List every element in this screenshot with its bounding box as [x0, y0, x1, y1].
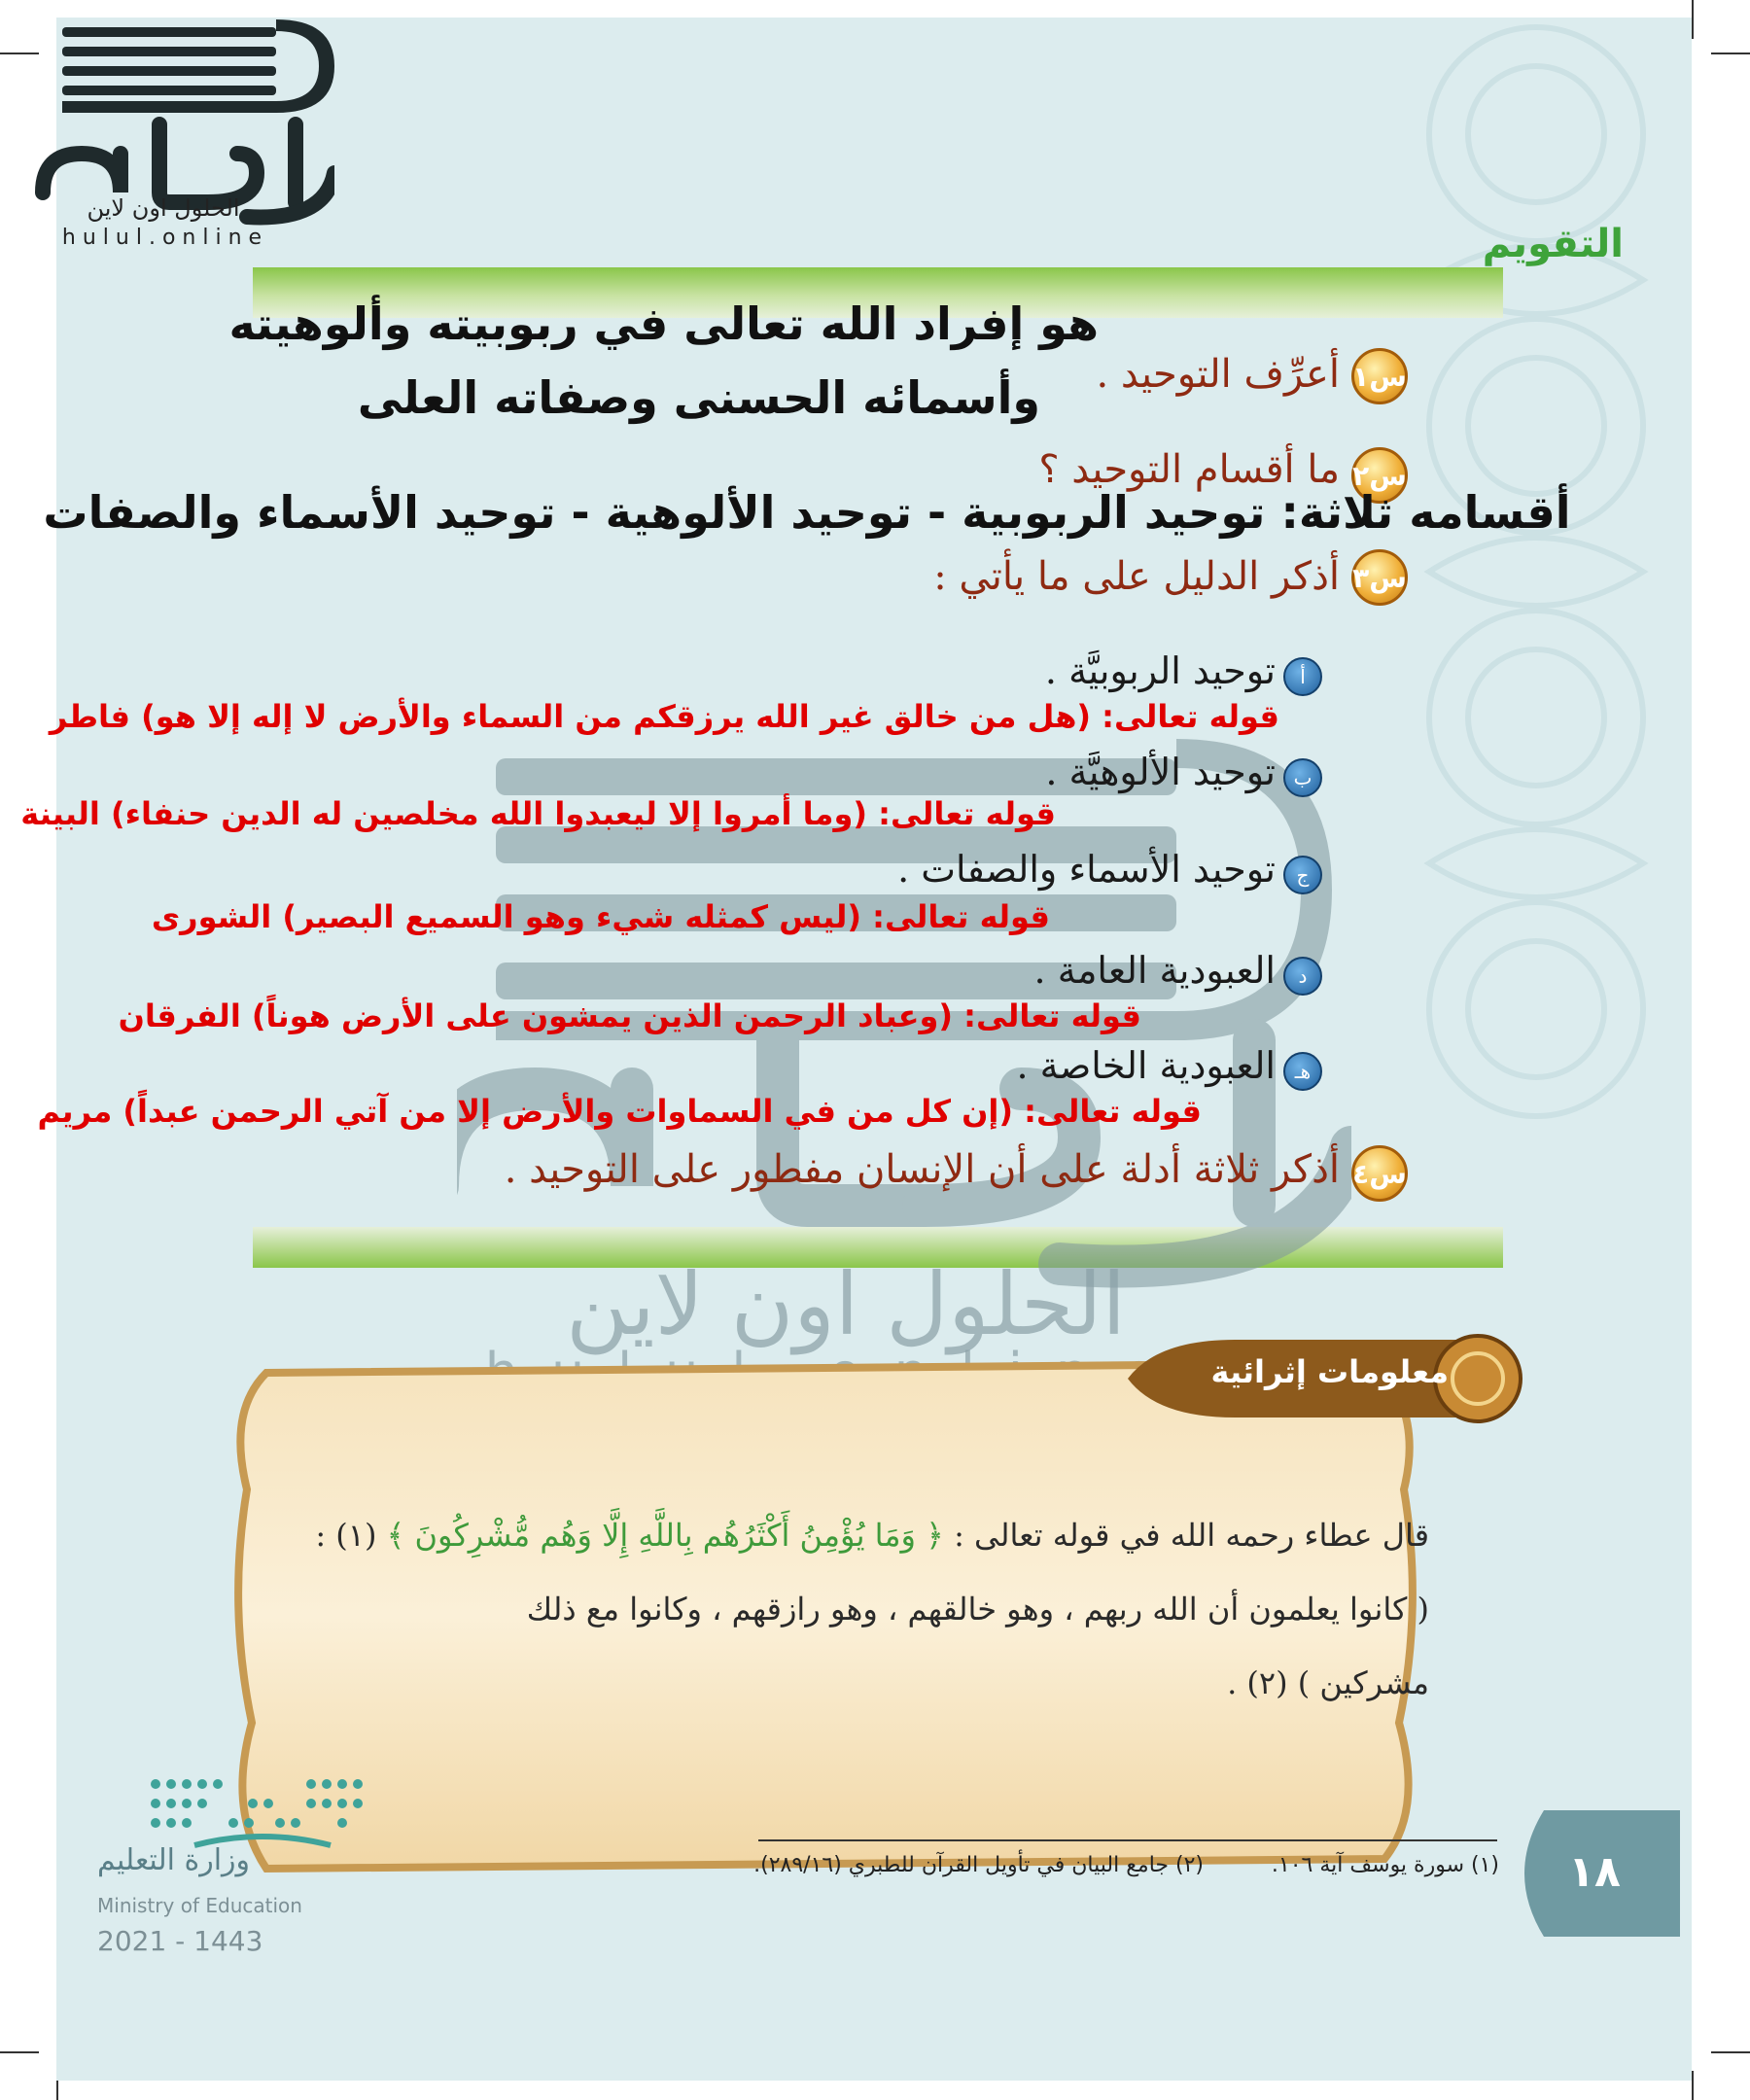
- sub-item-badge-c: ج: [1283, 856, 1322, 894]
- answer-evidence-c: قوله تعالى: (ليس كمثله شيء وهو السميع البصير) الشورى: [151, 898, 1050, 935]
- answer-evidence-d: قوله تعالى: (وعباد الرحمن الذين يمشون على الأرض هوناً) الفرقان: [118, 998, 1141, 1034]
- sub-item-d: العبودية العامة .: [1033, 949, 1276, 992]
- question-badge-1: س١: [1351, 348, 1408, 404]
- sub-item-a: توحيد الربوبيَّة .: [1044, 649, 1276, 692]
- edition-year: 2021 - 1443: [97, 1925, 263, 1957]
- logo-subtitle: الحلول اون لاين: [87, 194, 240, 222]
- watermark-name: الحلول اون لاين: [566, 1254, 1126, 1354]
- footnote-ref-1: (١) :: [315, 1517, 377, 1554]
- sub-item-b: توحيد الألوهيَّة .: [1045, 751, 1276, 793]
- ministry-name-en: Ministry of Education: [97, 1894, 302, 1917]
- enrichment-title: معلومات إثرائية: [1210, 1353, 1449, 1390]
- answer-q1-line1: هو إفراد الله تعالى في ربوبيته وألوهيته: [228, 298, 1099, 350]
- crop-mark: [1692, 2071, 1694, 2100]
- sub-item-badge-d: د: [1283, 957, 1322, 996]
- question-4: أذكر ثلاثة أدلة على أن الإنسان مفطور على التوحيد .: [504, 1147, 1340, 1192]
- section-title: التقويم: [1482, 222, 1624, 266]
- footnote-2: (٢) جامع البيان في تأويل القرآن للطبري (٢٨٩/١٦).: [753, 1853, 1204, 1877]
- answer-evidence-b: قوله تعالى: (وما أمروا إلا ليعبدوا الله مخلصين له الدين حنفاء) البينة: [20, 795, 1056, 832]
- question-3: أذكر الدليل على ما يأتي :: [933, 554, 1340, 599]
- question-1: أعرِّف التوحيد .: [1096, 352, 1340, 397]
- footnote-rule: [758, 1839, 1497, 1841]
- logo-url: hulul.online: [61, 226, 269, 250]
- ministry-name-ar: وزارة التعليم: [97, 1843, 251, 1877]
- answer-q1-line2: وأسمائه الحسنى وصفاته العلى: [357, 371, 1040, 424]
- crop-mark: [0, 2051, 39, 2053]
- enrichment-line-1: [315, 1517, 1429, 1554]
- sub-item-badge-b: ب: [1283, 758, 1322, 797]
- quran-verse: ﴿ وَمَا يُؤْمِنُ أَكْثَرُهُم بِاللَّهِ إِلَّا وَهُم مُّشْرِكُونَ ﴾: [386, 1517, 944, 1554]
- enrichment-intro: قال عطاء رحمه الله في قوله تعالى :: [954, 1517, 1429, 1554]
- sub-item-badge-a: أ: [1283, 657, 1322, 696]
- question-2: ما أقسام التوحيد ؟: [1038, 447, 1340, 492]
- crop-mark: [1711, 2051, 1750, 2053]
- enrichment-line-2: ( كانوا يعلمون أن الله ربهم ، وهو خالقهم ، وهو رازقهم ، وكانوا مع ذلك: [526, 1591, 1429, 1628]
- footnote-1: (١) سورة يوسف آية ١٠٦.: [1271, 1853, 1499, 1877]
- question-badge-2: س٢: [1351, 447, 1408, 504]
- sub-item-e: العبودية الخاصة .: [1016, 1044, 1276, 1087]
- enrichment-line-3: مشركين ) (٢) .: [1227, 1664, 1429, 1701]
- sub-item-c: توحيد الأسماء والصفات .: [897, 848, 1276, 891]
- question-badge-3: س٣: [1351, 549, 1408, 606]
- sub-item-badge-e: هـ: [1283, 1052, 1322, 1091]
- crop-mark: [1711, 52, 1750, 54]
- answer-evidence-e: قوله تعالى: (إن كل من في السماوات والأرض إلا من آتي الرحمن عبداً) مريم: [37, 1093, 1202, 1130]
- answer-q2: أقسامه ثلاثة: توحيد الربوبية - توحيد الألوهية - توحيد الأسماء والصفات: [43, 486, 1571, 539]
- page-number: ١٨: [1568, 1847, 1621, 1897]
- answer-evidence-a: قوله تعالى: (هل من خالق غير الله يرزقكم من السماء والأرض لا إله إلا هو) فاطر: [49, 698, 1279, 735]
- crop-mark: [1692, 0, 1694, 39]
- question-badge-4: س٤: [1351, 1145, 1408, 1202]
